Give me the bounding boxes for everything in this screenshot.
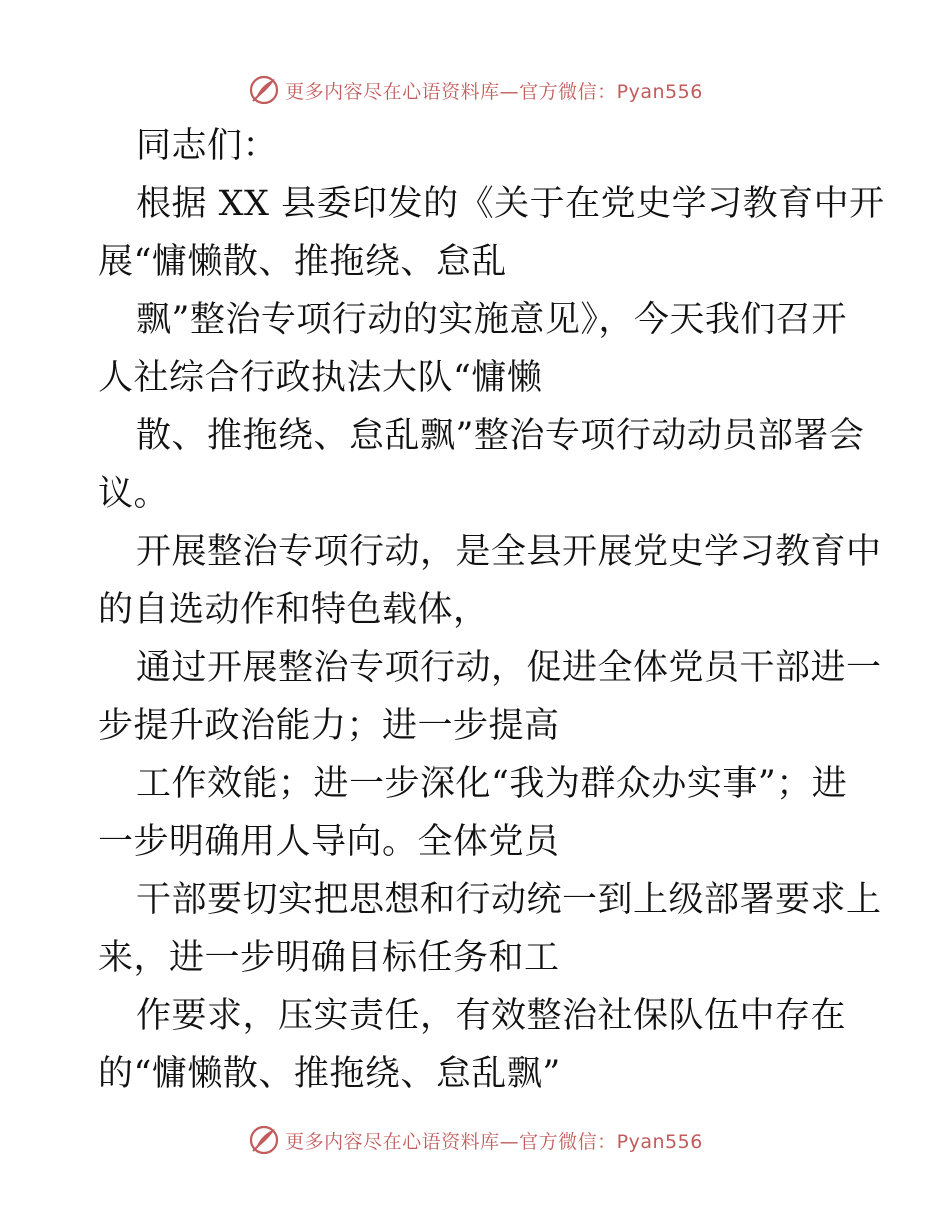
watermark-text: 更多内容尽在心语资料库—官方微信：Pyan556 — [285, 1130, 703, 1153]
paragraph-line: 散、推拖绕、怠乱飘”整治专项行动动员部署会 — [136, 416, 865, 456]
feather-pen-logo-icon — [247, 73, 281, 107]
paragraph-line: 议。 — [98, 474, 170, 514]
paragraph-line: 通过开展整治专项行动，促进全体党员干部进一 — [136, 648, 882, 688]
header-watermark — [0, 72, 950, 108]
paragraph-line: 一步明确用人导向。全体党员 — [98, 822, 560, 862]
paragraph-line: 展“慵懒散、推拖绕、怠乱 — [98, 242, 507, 282]
paragraph-line: 的自选动作和特色载体， — [98, 590, 489, 630]
paragraph-line: 开展整治专项行动，是全县开展党史学习教育中 — [136, 532, 882, 572]
feather-pen-logo-icon — [247, 1123, 281, 1157]
salutation: 同志们： — [136, 126, 279, 166]
paragraph-line: 来，进一步明确目标任务和工 — [98, 938, 560, 978]
paragraph-line: 作要求，压实责任，有效整治社保队伍中存在 — [136, 996, 847, 1036]
paragraph-line: 干部要切实把思想和行动统一到上级部署要求上 — [136, 880, 882, 920]
paragraph-line: 步提升政治能力；进一步提高 — [98, 706, 560, 746]
paragraph-line: 根据 XX 县委印发的《关于在党史学习教育中开 — [136, 184, 885, 224]
paragraph-line: 的“慵懒散、推拖绕、怠乱飘” — [98, 1054, 561, 1094]
paragraph-line: 工作效能；进一步深化“我为群众办实事”；进 — [136, 764, 848, 804]
watermark-text: 更多内容尽在心语资料库—官方微信：Pyan556 — [285, 80, 703, 103]
paragraph-line: 人社综合行政执法大队“慵懒 — [98, 358, 543, 398]
footer-watermark — [0, 1122, 950, 1158]
paragraph-line: 飘”整治专项行动的实施意见》，今天我们召开 — [136, 300, 847, 340]
